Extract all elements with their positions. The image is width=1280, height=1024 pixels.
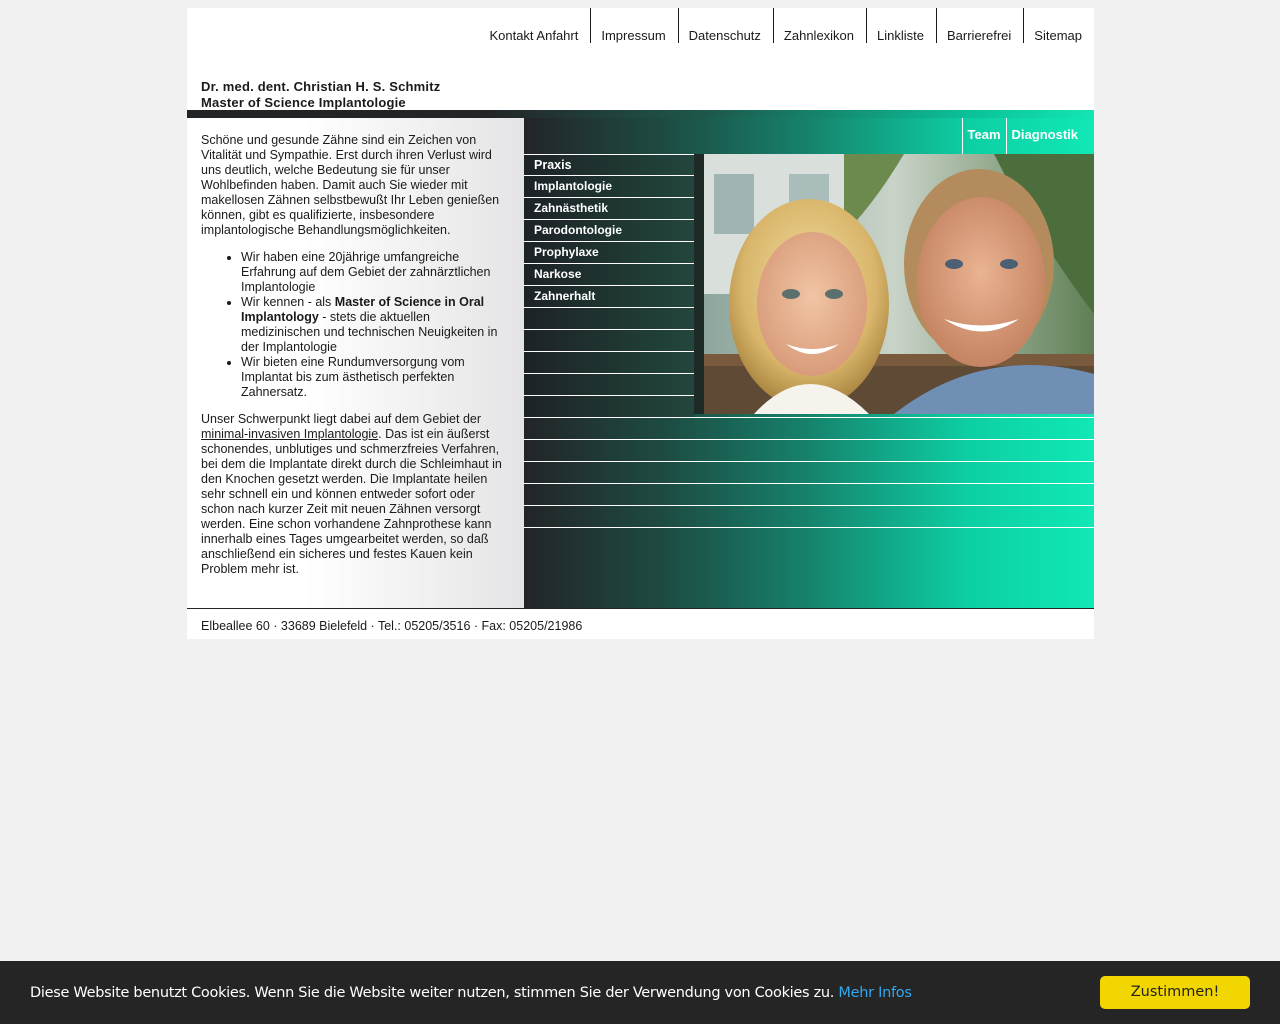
- stripe: [524, 439, 1094, 461]
- site-title: [201, 79, 440, 111]
- cookie-more-info-link[interactable]: Mehr Infos: [838, 985, 912, 1001]
- top-navigation: [479, 8, 1094, 43]
- sidemenu-item-parodontologie[interactable]: Parodontologie: [524, 220, 694, 242]
- visual-panel: [524, 118, 1094, 608]
- main-text-column: [187, 118, 524, 608]
- bullet2-post: - stets die aktuellen medizinischen und technischen Neuigkeiten in der Implantologie: [241, 310, 498, 354]
- sidemenu-item-zahnerhalt[interactable]: Zahnerhalt: [524, 286, 694, 308]
- nav-impressum[interactable]: Impressum: [590, 8, 677, 43]
- list-item: • Wir bieten eine Rundumversorgung vom Implantat bis zum ästhetisch perfekten Zahnersatz.: [241, 355, 509, 400]
- side-menu: [524, 154, 694, 418]
- sidemenu-item-zahnaesthetik[interactable]: Zahnästhetik: [524, 198, 694, 220]
- subnav-diagnostik[interactable]: Diagnostik: [1006, 118, 1094, 154]
- cookie-text: Diese Website benutzt Cookies. Wenn Sie die Website weiter nutzen, stimmen Sie der Verwendung von Cookies zu.: [30, 985, 835, 1001]
- sidemenu-empty-row: [524, 374, 694, 396]
- nav-kontakt-anfahrt[interactable]: Kontakt Anfahrt: [489, 28, 579, 43]
- minimal-invasive-link[interactable]: minimal-invasiven Implantologie: [201, 427, 379, 441]
- sidemenu-empty-row: [524, 396, 694, 418]
- sidemenu-item-praxis[interactable]: Praxis: [524, 154, 694, 176]
- benefits-list: [201, 250, 509, 400]
- sidemenu-empty-row: [524, 330, 694, 352]
- focus-paragraph: [201, 412, 509, 577]
- sidemenu-item-prophylaxe[interactable]: Prophylaxe: [524, 242, 694, 264]
- doctor-name: Dr. med. dent. Christian H. S. Schmitz: [201, 79, 441, 94]
- stripe: [524, 461, 1094, 483]
- sidemenu-empty-row: [524, 308, 694, 330]
- header-gradient-bar: [187, 110, 1094, 118]
- bullet2-bold: Master of Science in Oral Implantology: [241, 295, 485, 324]
- nav-sitemap[interactable]: Sitemap: [1023, 8, 1094, 43]
- cookie-message: [30, 985, 912, 1001]
- subnav-team[interactable]: Team: [962, 118, 1006, 154]
- team-photo: [694, 154, 1094, 414]
- stripe: [524, 505, 1094, 527]
- cookie-banner: [0, 961, 1280, 1024]
- sub-navigation: [962, 118, 1094, 154]
- decorative-stripes: [524, 417, 1094, 549]
- sidemenu-item-narkose[interactable]: Narkose: [524, 264, 694, 286]
- focus-pre: Unser Schwerpunkt liegt dabei auf dem Gebiet der: [201, 412, 482, 426]
- nav-zahnlexikon[interactable]: Zahnlexikon: [773, 8, 866, 43]
- nav-linkliste[interactable]: Linkliste: [866, 8, 936, 43]
- stripe: [524, 527, 1094, 549]
- nav-barrierefrei[interactable]: Barrierefrei: [936, 8, 1023, 43]
- list-item: • Wir haben eine 20jährige umfangreiche Erfahrung auf dem Gebiet der zahnärztlichen Implantologie: [241, 250, 509, 295]
- cookie-accept-button[interactable]: Zustimmen!: [1100, 976, 1250, 1009]
- page-container: [187, 8, 1094, 639]
- stripe: [524, 417, 1094, 439]
- sidemenu-item-implantologie[interactable]: Implantologie: [524, 176, 694, 198]
- footer-address: Elbeallee 60 · 33689 Bielefeld · Tel.: 05205/3516 · Fax: 05205/21986: [187, 608, 1094, 639]
- bullet2-pre: Wir kennen - als: [241, 295, 335, 309]
- sidemenu-empty-row: [524, 352, 694, 374]
- nav-datenschutz[interactable]: Datenschutz: [678, 8, 773, 43]
- intro-paragraph: Schöne und gesunde Zähne sind ein Zeichen von Vitalität und Sympathie. Erst durch ihren Verlust wird uns deutlich, welche Bedeutung sie für unser Wohlbefinden haben. Damit auch Sie wieder mit makellosen Zähnen selbstbewußt Ihr Leben genießen können, gibt es qualifizierte, insbesondere implantologische Behandlungsmöglichkeiten.: [201, 133, 500, 237]
- doctor-degree: Master of Science Implantologie: [201, 95, 406, 110]
- stripe: [524, 483, 1094, 505]
- focus-post: . Das ist ein äußerst schonendes, unblutiges und schmerzfreies Verfahren, bei dem die Implantate direkt durch die Schleimhaut in den Knochen gesetzt werden. Die Implantate heilen sehr schnell ein und können entweder sofort oder schon nach kurzer Zeit mit neuen Zähnen versorgt werden. Eine schon vorhandene Zahnprothese kann innerhalb eines Tages umgearbeitet werden, so daß anschließend ein sicheres und festes Kauen kein Problem mehr ist.: [201, 427, 502, 576]
- list-item: [241, 295, 509, 355]
